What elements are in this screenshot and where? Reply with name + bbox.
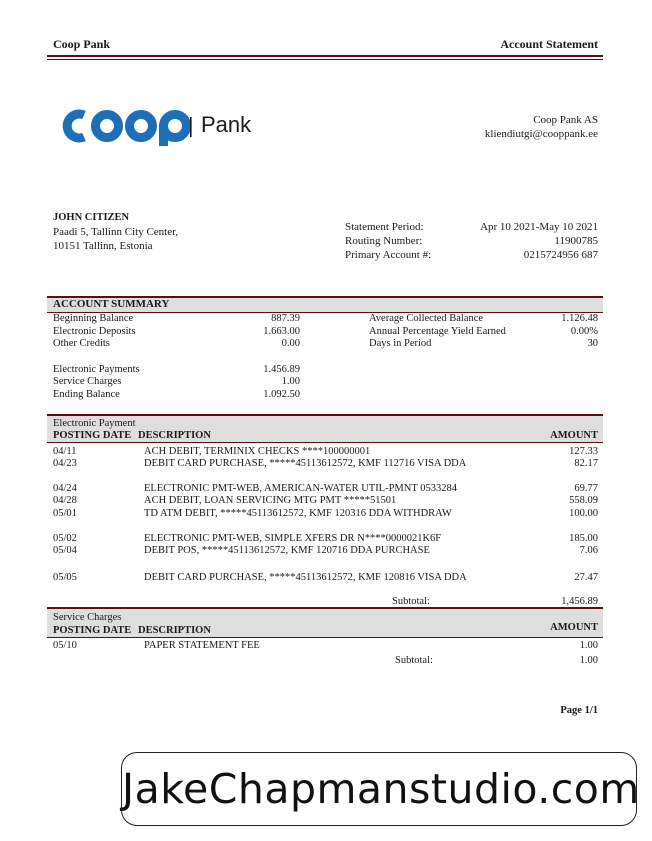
header-rule-thin	[47, 59, 603, 60]
primary-account-label: Primary Account #:	[345, 249, 432, 261]
txn-description: ACH DEBIT, LOAN SERVICING MTG PMT *****51501	[144, 495, 397, 506]
txn-description: ACH DEBIT, TERMINIX CHECKS ****100000001	[144, 446, 371, 457]
summary-value-service-charges: 1.00	[281, 376, 300, 387]
service-charges-header	[47, 607, 603, 638]
header-bank-name: Coop Pank	[53, 37, 111, 51]
txn-amount: 127.33	[569, 446, 598, 457]
txn-description: ELECTRONIC PMT-WEB, SIMPLE XFERS DR N****0000021K6F	[144, 533, 442, 544]
txn-amount: 27.47	[574, 572, 598, 583]
routing-number-value: 11900785	[554, 235, 598, 247]
account-summary-title: ACCOUNT SUMMARY	[53, 298, 170, 310]
electronic-payment-title: Electronic Payment	[53, 418, 136, 429]
summary-value-apy-earned: 0.00%	[570, 325, 598, 337]
txn-amount: 7.06	[579, 545, 598, 556]
col-posting-date: POSTING DATE	[53, 430, 132, 441]
statement-period-value: Apr 10 2021-May 10 2021	[480, 221, 598, 233]
service-subtotal-label: Subtotal:	[395, 655, 433, 666]
col-posting-date: POSTING DATE	[53, 625, 132, 636]
electronic-subtotal-label: Subtotal:	[392, 596, 430, 607]
customer-address-line1: Paadi 5, Tallinn City Center,	[53, 226, 179, 238]
coop-pank-logo	[54, 106, 259, 149]
watermark-text: JakeChapmanstudio.com	[122, 765, 640, 813]
summary-value-electronic-payments: 1.456.89	[263, 363, 300, 375]
txn-amount: 185.00	[569, 533, 598, 544]
col-amount: AMOUNT	[550, 622, 598, 633]
bank-name: Coop Pank AS	[533, 114, 598, 126]
customer-name: JOHN CITIZEN	[53, 212, 130, 223]
txn-description: DEBIT CARD PURCHASE, *****45113612572, KMF 112716 VISA DDA	[144, 458, 467, 469]
txn-date: 05/10	[53, 640, 77, 651]
summary-label-electronic-deposits: Electronic Deposits	[53, 325, 136, 337]
routing-number-label: Routing Number:	[345, 235, 423, 247]
summary-value-electronic-deposits: 1.663.00	[263, 325, 300, 337]
summary-value-other-credits: 0.00	[281, 338, 300, 349]
txn-description: DEBIT CARD PURCHASE, *****45113612572, KMF 120816 VISA DDA	[144, 572, 467, 583]
summary-value-avg-collected-balance: 1.126.48	[561, 313, 598, 324]
col-description: DESCRIPTION	[138, 430, 211, 441]
electronic-subtotal-value: 1,456.89	[561, 596, 598, 607]
txn-date: 04/24	[53, 483, 77, 494]
txn-description: ELECTRONIC PMT-WEB, AMERICAN-WATER UTIL-PMNT 0533284	[144, 483, 457, 494]
txn-amount: 69.77	[574, 483, 598, 494]
summary-label-avg-collected-balance: Average Collected Balance	[369, 313, 484, 324]
col-amount: AMOUNT	[550, 430, 598, 441]
txn-description: PAPER STATEMENT FEE	[144, 640, 260, 651]
col-description: DESCRIPTION	[138, 625, 211, 636]
txn-date: 04/23	[53, 458, 77, 469]
header-doc-title: Account Statement	[500, 37, 598, 51]
summary-value-ending-balance: 1.092.50	[263, 388, 300, 400]
txn-date: 05/04	[53, 545, 77, 556]
summary-label-days-in-period: Days in Period	[369, 338, 432, 349]
txn-date: 04/28	[53, 495, 77, 506]
summary-label-electronic-payments: Electronic Payments	[53, 363, 140, 375]
summary-value-days-in-period: 30	[587, 338, 598, 349]
summary-label-beginning-balance: Beginning Balance	[53, 313, 134, 324]
account-summary-header	[47, 296, 603, 313]
primary-account-value: 0215724956 687	[523, 249, 598, 261]
logo-pank-text: Pank	[201, 112, 252, 137]
bank-email: kliendiutgi@cooppank.ee	[484, 128, 598, 140]
txn-amount: 1.00	[579, 640, 598, 651]
summary-value-beginning-balance: 887.39	[271, 313, 300, 324]
txn-date: 05/01	[53, 508, 77, 519]
summary-label-service-charges: Service Charges	[53, 376, 122, 387]
txn-date: 05/02	[53, 533, 77, 544]
summary-label-other-credits: Other Credits	[53, 338, 110, 349]
txn-description: DEBIT POS, *****45113612572, KMF 120716 DDA PURCHASE	[144, 545, 430, 556]
txn-amount: 100.00	[569, 508, 598, 519]
service-charges-title: Service Charges	[53, 612, 122, 623]
txn-description: TD ATM DEBIT, *****45113612572, KMF 120316 DDA WITHDRAW	[144, 508, 452, 519]
statement-period-label: Statement Period:	[345, 221, 424, 233]
txn-date: 05/05	[53, 572, 77, 583]
page-number: Page 1/1	[560, 705, 598, 716]
summary-label-apy-earned: Annual Percentage Yield Earned	[369, 325, 506, 337]
summary-label-ending-balance: Ending Balance	[53, 388, 120, 400]
watermark-box	[121, 752, 640, 826]
header-rule	[47, 55, 603, 57]
service-subtotal-value: 1.00	[579, 655, 598, 666]
txn-amount: 82.17	[574, 458, 598, 469]
txn-date: 04/11	[53, 446, 77, 457]
txn-amount: 558.09	[569, 495, 598, 506]
electronic-payment-header	[47, 414, 603, 443]
customer-address-line2: 10151 Tallinn, Estonia	[53, 240, 153, 252]
